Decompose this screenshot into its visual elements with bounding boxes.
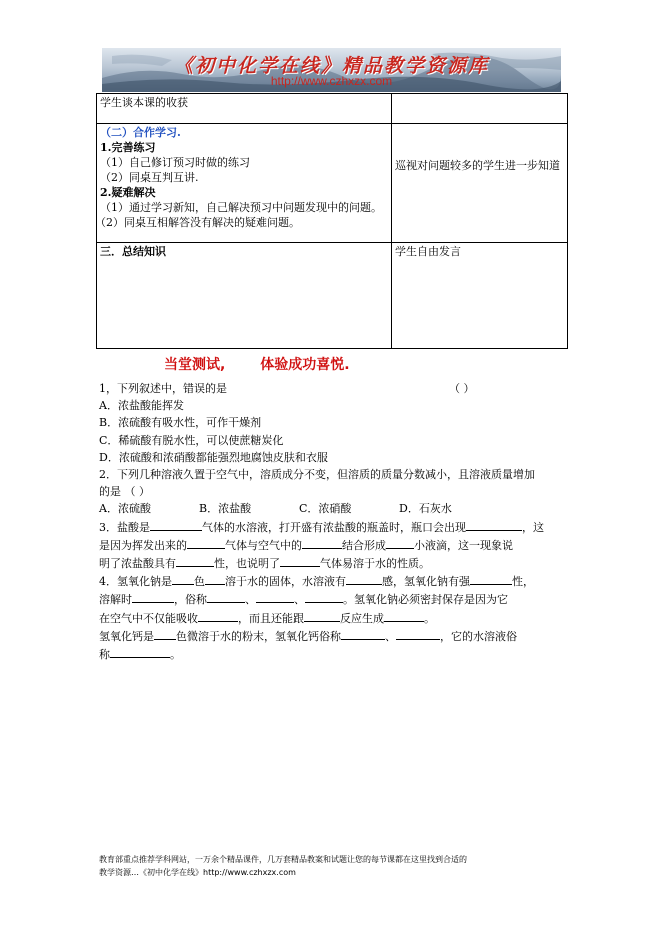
question-3-cont bbox=[99, 554, 569, 572]
q3-text: 3．盐酸是 bbox=[99, 520, 150, 534]
q4-text: 性， bbox=[512, 575, 534, 589]
question-2: 2．下列几种溶液久置于空气中，溶质成分不变，但溶质的质量分数减小，且溶液质量增加 bbox=[99, 468, 535, 482]
q5-text: ，它的水溶液俗 bbox=[440, 629, 517, 643]
list-item: （2）同桌互判互讲. bbox=[100, 171, 199, 184]
fill-blank[interactable] bbox=[132, 590, 174, 603]
q4-text: 。氢氧化钠必须密封保存是因为它 bbox=[343, 593, 508, 607]
q5-text: 色微溶于水的粉末，氢氧化钙俗称 bbox=[176, 629, 341, 643]
answer-paren: （ ） bbox=[449, 382, 475, 395]
q3-text: 明了浓盐酸具有 bbox=[99, 557, 176, 571]
fill-blank[interactable] bbox=[341, 627, 385, 640]
table-cell bbox=[392, 124, 568, 243]
q4-text: 感，氢氧化钠有强 bbox=[382, 575, 470, 589]
option-d: D．石灰水 bbox=[399, 502, 452, 516]
fill-blank[interactable] bbox=[110, 645, 170, 658]
question-1 bbox=[99, 380, 569, 397]
fill-blank[interactable] bbox=[396, 627, 440, 640]
fill-blank[interactable] bbox=[205, 572, 225, 585]
question-3-cont bbox=[99, 536, 569, 554]
option-c: C．稀硫酸有脱水性，可以使蔗糖炭化 bbox=[99, 433, 284, 447]
table-row bbox=[97, 94, 568, 124]
table-cell bbox=[97, 94, 392, 124]
heading-part-test: 当堂测试, bbox=[164, 357, 226, 373]
q4-text: 溶于水的固体，水溶液有 bbox=[225, 575, 346, 589]
question-4 bbox=[99, 572, 569, 590]
fill-blank[interactable] bbox=[198, 609, 238, 622]
fill-blank[interactable] bbox=[187, 536, 225, 549]
q4-text: 在空气中不仅能吸收 bbox=[99, 611, 198, 625]
list-item: （1）通过学习新知，自己解决预习中问题发现中的问题。 bbox=[100, 201, 382, 214]
list-item: （1）自己修订预习时做的练习 bbox=[100, 156, 250, 169]
table-row bbox=[97, 124, 568, 243]
header-banner bbox=[102, 48, 561, 92]
summary-heading: 三．总结知识 bbox=[100, 245, 166, 258]
list-item: （2）同桌互相解答没有解决的疑难问题。 bbox=[95, 216, 300, 229]
fill-blank[interactable] bbox=[302, 536, 342, 549]
subheading-complete-exercises: 1.完善练习 bbox=[100, 141, 156, 154]
q4-text: 、 bbox=[245, 593, 256, 607]
question-4-cont bbox=[99, 590, 569, 608]
heading-part-success: 体验成功喜悦. bbox=[260, 357, 350, 373]
q4-text: 溶解时 bbox=[99, 593, 132, 607]
option-b: B．浓硫酸有吸水性，可作干燥剂 bbox=[99, 416, 262, 430]
fill-blank[interactable] bbox=[386, 536, 414, 549]
quiz-section-heading bbox=[164, 354, 350, 374]
option-d: D．浓硫酸和浓硝酸都能强烈地腐蚀皮肤和衣服 bbox=[99, 450, 328, 464]
q4-text: 4．氢氧化钠是 bbox=[99, 575, 172, 589]
row1-left-text: 学生谈本课的收获 bbox=[100, 96, 188, 109]
option-c: C．浓硝酸 bbox=[299, 502, 352, 516]
q3-text: 是因为挥发出来的 bbox=[99, 538, 187, 552]
q3-text: 性，也说明了 bbox=[214, 557, 280, 571]
question-2-options bbox=[99, 500, 569, 517]
question-2-cont: 的是 （ ） bbox=[99, 485, 150, 499]
question-5 bbox=[99, 627, 569, 645]
option-a: A．浓硫酸 bbox=[99, 502, 151, 516]
q4-text: 、 bbox=[294, 593, 305, 607]
question-4-cont bbox=[99, 609, 569, 627]
table-cell bbox=[97, 124, 392, 243]
fill-blank[interactable] bbox=[470, 572, 512, 585]
fill-blank[interactable] bbox=[207, 590, 245, 603]
fill-blank[interactable] bbox=[154, 627, 176, 640]
fill-blank[interactable] bbox=[150, 518, 202, 531]
q5-text: 氢氧化钙是 bbox=[99, 629, 154, 643]
banner-url[interactable]: http://www.czhxzx.com bbox=[270, 74, 393, 88]
q3-text: ，这 bbox=[522, 520, 544, 534]
q3-text: 气体易溶于水的性质。 bbox=[320, 557, 430, 571]
q5-text: 、 bbox=[385, 629, 396, 643]
q3-text: 气体的水溶液，打开盛有浓盐酸的瓶盖时，瓶口会出现 bbox=[202, 520, 466, 534]
table-cell bbox=[392, 94, 568, 124]
banner-title: 《初中化学在线》精品教学资源库 bbox=[173, 55, 489, 77]
row3-right-text: 学生自由发言 bbox=[395, 245, 461, 258]
q3-text: 结合形成 bbox=[342, 538, 386, 552]
fill-blank[interactable] bbox=[305, 590, 343, 603]
fill-blank[interactable] bbox=[176, 554, 214, 567]
fill-blank[interactable] bbox=[280, 554, 320, 567]
q4-text: 色 bbox=[194, 575, 205, 589]
table-cell bbox=[392, 243, 568, 349]
q5-text: 称 bbox=[99, 648, 110, 662]
fill-blank[interactable] bbox=[466, 518, 522, 531]
fill-blank[interactable] bbox=[256, 590, 294, 603]
option-b: B．浓盐酸 bbox=[199, 502, 252, 516]
option-a: A．浓盐酸能挥发 bbox=[99, 399, 184, 413]
q5-text: 。 bbox=[170, 648, 181, 662]
q4-text: ，而且还能跟 bbox=[238, 611, 304, 625]
row2-right-text: 巡视对问题较多的学生进一步知道 bbox=[395, 159, 560, 172]
fill-blank[interactable] bbox=[304, 609, 340, 622]
table-cell bbox=[97, 243, 392, 349]
q4-text: ，俗称 bbox=[174, 593, 207, 607]
subheading-difficulty-resolution: 2.疑难解决 bbox=[100, 186, 156, 199]
section-cooperative-learning: （二）合作学习. bbox=[100, 126, 181, 139]
fill-blank[interactable] bbox=[384, 609, 424, 622]
lesson-plan-table bbox=[96, 93, 568, 349]
table-row bbox=[97, 243, 568, 349]
q3-text: 小液滴，这一现象说 bbox=[414, 538, 513, 552]
page-footer bbox=[99, 853, 569, 879]
question-3 bbox=[99, 518, 569, 536]
question-1-text: 1，下列叙述中，错误的是 bbox=[99, 382, 227, 395]
fill-blank[interactable] bbox=[346, 572, 382, 585]
footer-line: 教学资源…《初中化学在线》http://www.czhxzx.com bbox=[99, 868, 296, 877]
fill-blank[interactable] bbox=[172, 572, 194, 585]
q4-text: 反应生成 bbox=[340, 611, 384, 625]
footer-line: 教育部重点推荐学科网站，一万余个精品课件，几万套精品教案和试题让您的每节课都在这里找到合适的 bbox=[99, 855, 467, 864]
q4-text: 。 bbox=[424, 611, 435, 625]
question-5-cont bbox=[99, 645, 569, 663]
quiz-body bbox=[99, 380, 569, 663]
q3-text: 气体与空气中的 bbox=[225, 538, 302, 552]
